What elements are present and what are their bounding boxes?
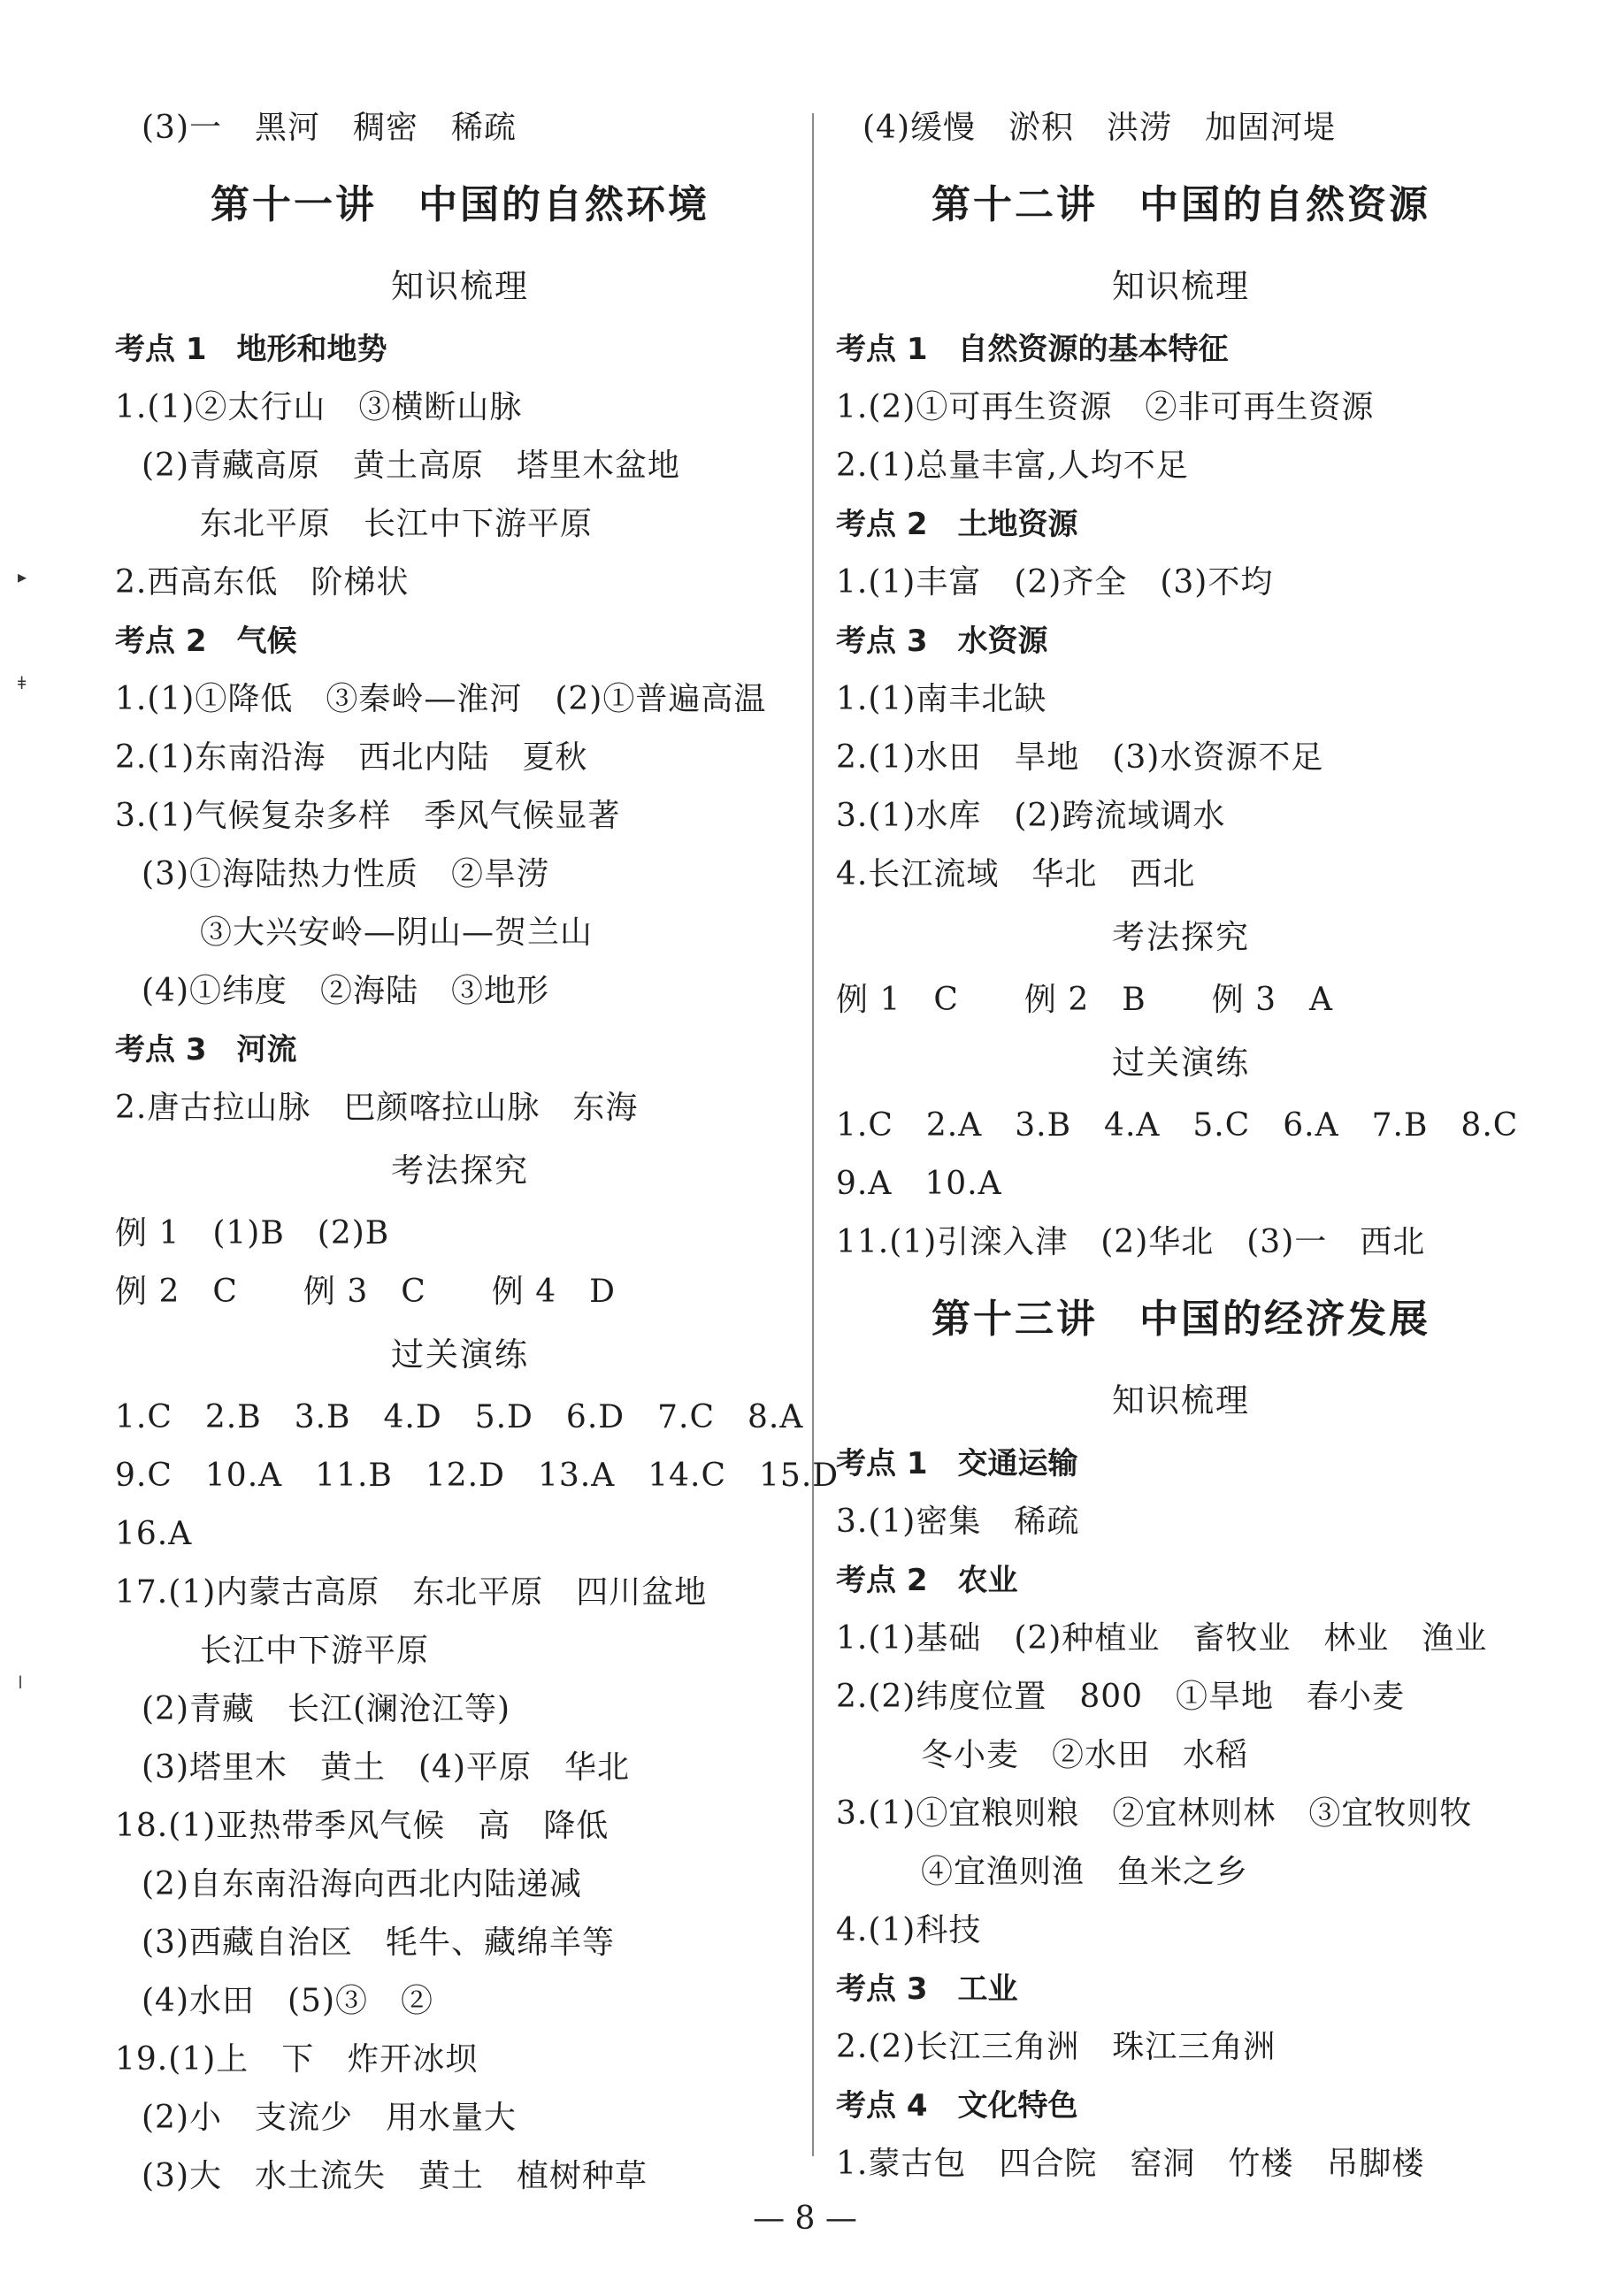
kaodian-heading: 考点 3 水资源 [836, 624, 1048, 659]
page-number: — 8 — [753, 2200, 857, 2237]
right-column [836, 99, 1526, 2193]
answer-line: 例 1 C 例 2 B 例 3 A [836, 982, 1334, 1018]
answer-line: ④宜渔则渔 鱼米之乡 [921, 1854, 1249, 1890]
left-column [115, 99, 840, 2206]
answer-line: 1.(1)①降低 ③秦岭—淮河 (2)①普遍高温 [115, 681, 767, 717]
answer-line: 1.C 2.B 3.B 4.D 5.D 6.D 7.C 8.A [115, 1399, 804, 1435]
kaodian-heading: 考点 2 土地资源 [836, 507, 1078, 542]
answer-line: 1.蒙古包 四合院 窑洞 竹楼 吊脚楼 [836, 2146, 1425, 2182]
section-heading: 考法探究 [391, 1152, 529, 1190]
answer-line: (2)小 支流少 用水量大 [142, 2100, 517, 2136]
binding-mark: ǀ [18, 1672, 23, 1693]
kaodian-heading: 考点 1 地形和地势 [115, 332, 387, 367]
answer-line: 3.(1)密集 稀疏 [836, 1504, 1080, 1540]
answer-line: 东北平原 长江中下游平原 [200, 506, 594, 542]
answer-line: 2.(1)水田 旱地 (3)水资源不足 [836, 739, 1324, 776]
answer-line: 3.(1)气候复杂多样 季风气候显著 [115, 798, 621, 834]
answer-line: 1.(1)丰富 (2)齐全 (3)不均 [836, 564, 1274, 601]
answer-line: 17.(1)内蒙古高原 东北平原 四川盆地 [115, 1574, 708, 1611]
answer-line: (3)①海陆热力性质 ②旱涝 [142, 856, 549, 892]
kaodian-heading: 考点 2 农业 [836, 1563, 1018, 1598]
answer-line: 冬小麦 ②水田 水稻 [921, 1737, 1249, 1773]
answer-line: 18.(1)亚热带季风气候 高 降低 [115, 1808, 610, 1844]
section-heading: 知识梳理 [1112, 1381, 1250, 1420]
lecture-title: 第十三讲 中国的经济发展 [932, 1297, 1430, 1342]
section-heading: 过关演练 [1112, 1044, 1250, 1082]
answer-line: (3)西藏自治区 牦牛、藏绵羊等 [142, 1925, 615, 1961]
kaodian-heading: 考点 3 河流 [115, 1032, 297, 1068]
answer-line: (4)①纬度 ②海陆 ③地形 [142, 973, 549, 1009]
answer-line: 2.(1)东南沿海 西北内陆 夏秋 [115, 739, 588, 776]
section-heading: 知识梳理 [1112, 267, 1250, 305]
answer-line: 1.(2)①可再生资源 ②非可再生资源 [836, 389, 1375, 425]
answer-line: (3)塔里木 黄土 (4)平原 华北 [142, 1749, 630, 1786]
answer-line: 2.(2)长江三角洲 珠江三角洲 [836, 2029, 1276, 2065]
section-heading: 知识梳理 [391, 267, 529, 305]
answer-line: ③大兴安岭—阴山—贺兰山 [200, 915, 594, 951]
answer-line: 2.唐古拉山脉 巴颜喀拉山脉 东海 [115, 1090, 639, 1126]
binding-mark: ǂ [18, 672, 27, 693]
lecture-title: 第十二讲 中国的自然资源 [932, 182, 1430, 227]
kaodian-heading: 考点 4 文化特色 [836, 2088, 1078, 2124]
answer-line: 1.(1)南丰北缺 [836, 681, 1047, 717]
binding-mark: ▸ [18, 566, 27, 587]
answer-line: 3.(1)水库 (2)跨流域调水 [836, 798, 1226, 834]
answer-line: 2.(1)总量丰富,人均不足 [836, 448, 1189, 484]
answer-line: (4)缓慢 淤积 洪涝 加固河堤 [862, 110, 1336, 146]
kaodian-heading: 考点 3 工业 [836, 1971, 1018, 2007]
answer-line: (2)青藏 长江(澜沧江等) [142, 1691, 511, 1727]
answer-line: 2.(2)纬度位置 800 ①旱地 春小麦 [836, 1679, 1406, 1715]
column-divider [812, 113, 814, 2156]
answer-line: (4)水田 (5)③ ② [142, 1983, 433, 2019]
answer-line: 11.(1)引滦入津 (2)华北 (3)一 西北 [836, 1224, 1426, 1260]
kaodian-heading: 考点 1 自然资源的基本特征 [836, 332, 1229, 367]
answer-line: 16.A [115, 1516, 193, 1552]
answer-line: 9.C 10.A 11.B 12.D 13.A 14.C 15.D [115, 1458, 840, 1494]
answer-line: 例 1 (1)B (2)B [115, 1215, 390, 1251]
kaodian-heading: 考点 1 交通运输 [836, 1446, 1078, 1481]
answer-line: (2)自东南沿海向西北内陆递减 [142, 1866, 582, 1902]
answer-line: 9.A 10.A [836, 1166, 1002, 1202]
answer-line: 3.(1)①宜粮则粮 ②宜林则林 ③宜牧则牧 [836, 1795, 1473, 1832]
answer-line: (3)大 水土流失 黄土 植树种草 [142, 2158, 648, 2194]
answer-line: 1.(1)②太行山 ③横断山脉 [115, 389, 523, 425]
answer-line: 19.(1)上 下 炸开冰坝 [115, 2041, 479, 2078]
answer-line: 长江中下游平原 [200, 1633, 430, 1669]
lecture-title: 第十一讲 中国的自然环境 [211, 182, 709, 227]
answer-line: (3)一 黑河 稠密 稀疏 [142, 110, 517, 146]
answer-line: 例 2 C 例 3 C 例 4 D [115, 1274, 616, 1310]
answer-line: (2)青藏高原 黄土高原 塔里木盆地 [142, 448, 680, 484]
section-heading: 考法探究 [1112, 918, 1250, 956]
answer-line: 4.长江流域 华北 西北 [836, 856, 1196, 892]
kaodian-heading: 考点 2 气候 [115, 624, 297, 659]
section-heading: 过关演练 [391, 1336, 529, 1374]
answer-line: 4.(1)科技 [836, 1912, 982, 1948]
answer-line: 1.(1)基础 (2)种植业 畜牧业 林业 渔业 [836, 1620, 1488, 1657]
answer-line: 2.西高东低 阶梯状 [115, 564, 410, 601]
answer-line: 1.C 2.A 3.B 4.A 5.C 6.A 7.B 8.C [836, 1107, 1519, 1144]
